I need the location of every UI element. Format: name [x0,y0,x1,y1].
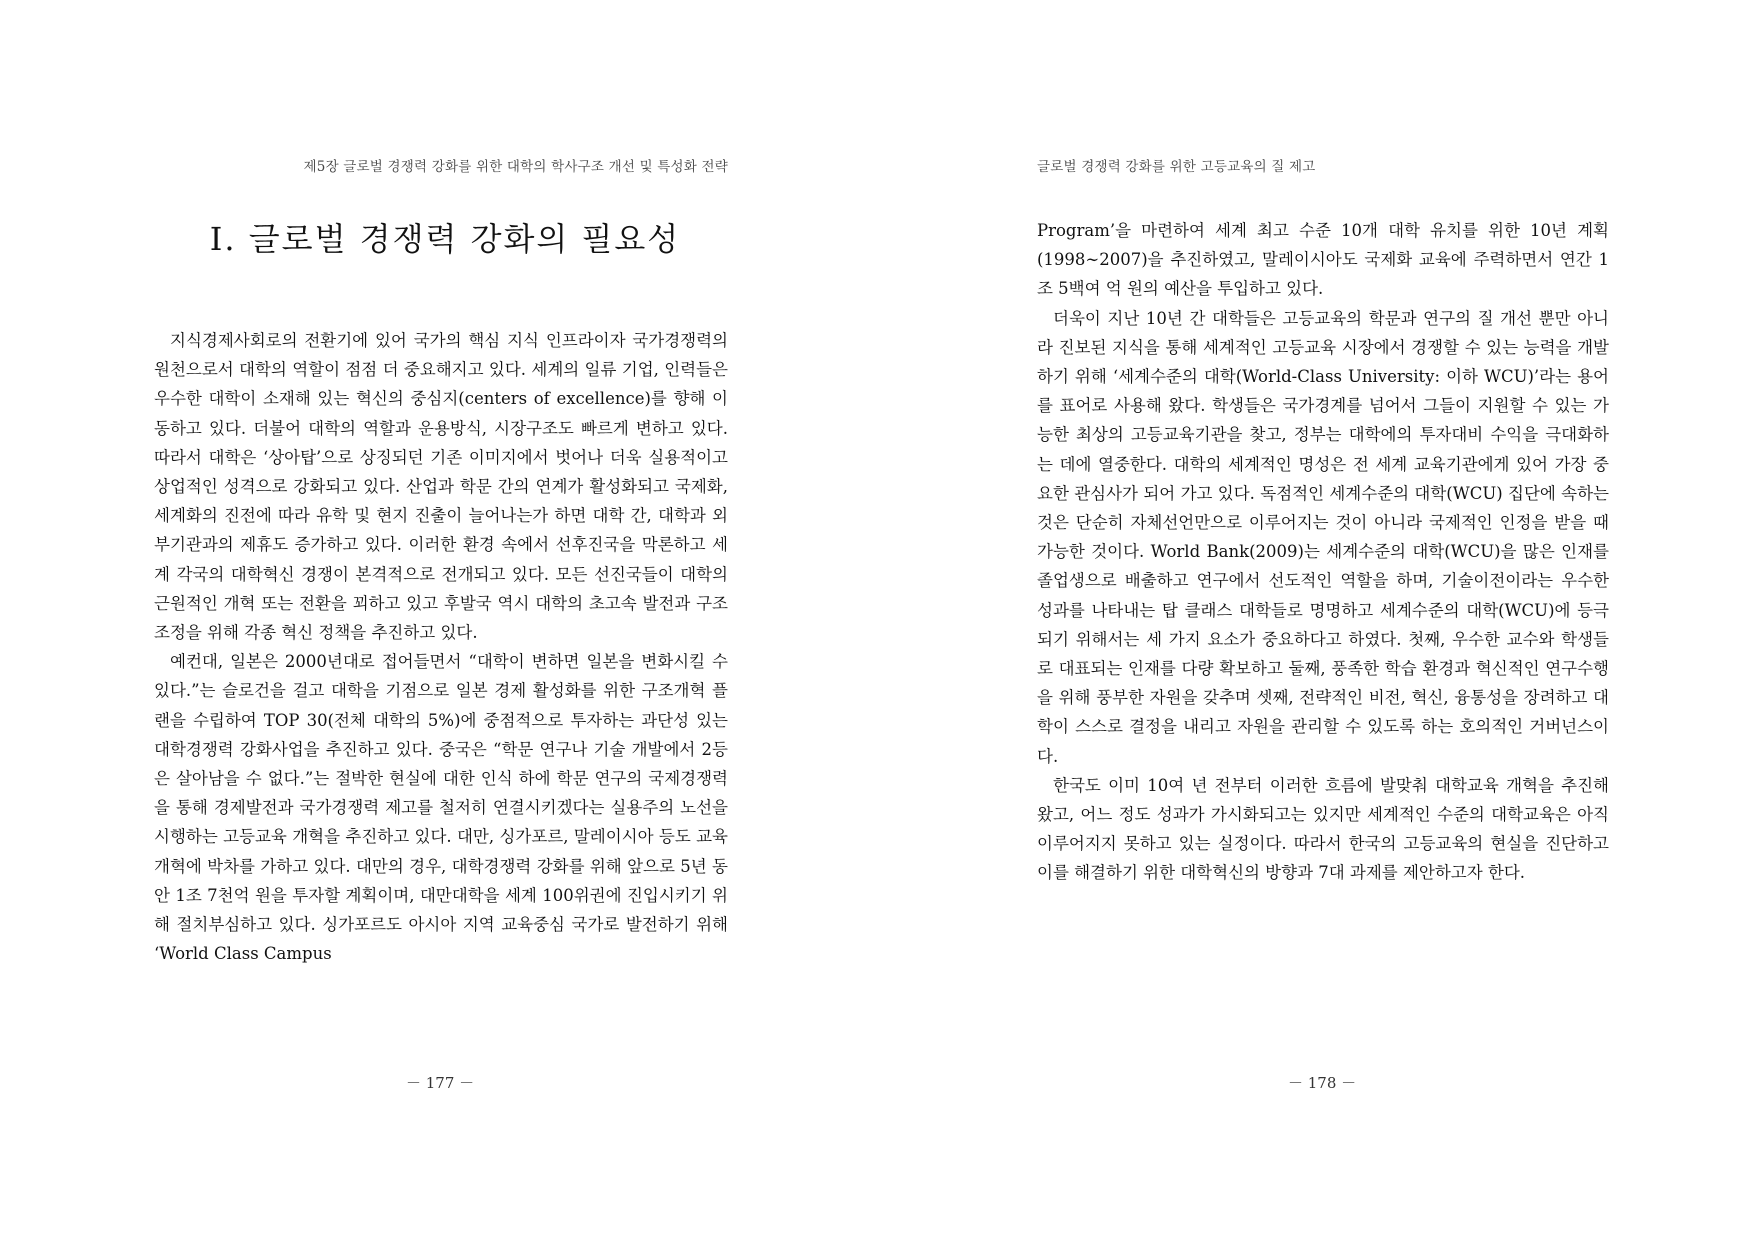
right-page [876,0,1753,1240]
paragraph: 지식경제사회로의 전환기에 있어 국가의 핵심 지식 인프라이자 국가경쟁력의 원천으로서 대학의 역할이 점점 더 중요해지고 있다. 세계의 일류 기업, 인력들은 우수한 대학이 소재해 있는 혁신의 중심지(centers of excellence)를 향해 이동하고 있다. 더불어 대학의 역할과 운용방식, 시장구조도 빠르게 변하고 있다. 따라서 대학은 ‘상아탑’으로 상징되던 기존 이미지에서 벗어나 더욱 실용적이고 상업적인 성격으로 강화되고 있다. 산업과 학문 간의 연계가 활성화되고 국제화, 세계화의 진전에 따라 유학 및 현지 진출이 늘어나는가 하면 대학 간, 대학과 외부기관과의 제휴도 증가하고 있다. 이러한 환경 속에서 선후진국을 막론하고 세계 각국의 대학혁신 경쟁이 본격적으로 전개되고 있다. 모든 선진국들이 대학의 근원적인 개혁 또는 전환을 꾀하고 있고 후발국 역시 대학의 초고속 발전과 구조 조정을 위해 각종 혁신 정책을 추진하고 있다. [154,331,728,643]
paragraph: 더욱이 지난 10년 간 대학들은 고등교육의 학문과 연구의 질 개선 뿐만 아니라 진보된 지식을 통해 세계적인 고등교육 시장에서 경쟁할 수 있는 능력을 개발하기 위해 ‘세계수준의 대학(World-Class University: 이하 WCU)’라는 용어를 표어로 사용해 왔다. 학생들은 국가경계를 넘어서 그들이 지원할 수 있는 가능한 최상의 고등교육기관을 찾고, 정부는 대학에의 투자대비 수익을 극대화하는 데에 열중한다. 대학의 세계적인 명성은 전 세계 교육기관에게 있어 가장 중요한 관심사가 되어 가고 있다. 독점적인 세계수준의 대학(WCU) 집단에 속하는 것은 단순히 자체선언만으로 이루어지는 것이 아니라 국제적인 인정을 받을 때 가능한 것이다. World Bank(2009)는 세계수준의 대학(WCU)을 많은 인재를 졸업생으로 배출하고 연구에서 선도적인 역할을 하며, 기술이전이라는 우수한 성과를 나타내는 탑 클래스 대학들로 명명하고 세계수준의 대학(WCU)에 등극되기 위해서는 세 가지 요소가 중요하다고 하였다. 첫째, 우수한 교수와 학생들로 대표되는 인재를 다량 확보하고 둘째, 풍족한 학습 환경과 혁신적인 연구수행을 위해 풍부한 자원을 갖추며 셋째, 전략적인 비전, 혁신, 융통성을 장려하고 대학이 스스로 결정을 내리고 자원을 관리할 수 있도록 하는 호의적인 거버넌스이다. [1037,308,1609,766]
right-running-header: 글로벌 경쟁력 강화를 위한 고등교육의 질 제고 [1037,159,1316,175]
paragraph-continuation: Program’을 마련하여 세계 최고 수준 10개 대학 유치를 위한 10년 계획(1998∼2007)을 추진하였고, 말레이시아도 국제화 교육에 주력하면서 연간 1조 5백여 억 원의 예산을 투입하고 있다. [1037,221,1609,299]
left-page-number: － 177 － [406,1074,475,1092]
paragraph: 한국도 이미 10여 년 전부터 이러한 흐름에 발맞춰 대학교육 개혁을 추진해 왔고, 어느 정도 성과가 가시화되고는 있지만 세계적인 수준의 대학교육은 아직 이루어지지 못하고 있는 실정이다. 따라서 한국의 고등교육의 현실을 진단하고 이를 해결하기 위한 대학혁신의 방향과 7대 과제를 제안하고자 한다. [1037,775,1609,883]
right-page-number: － 178 － [1288,1074,1357,1092]
section-title: Ⅰ. 글로벌 경쟁력 강화의 필요성 [209,220,681,258]
right-body-text [1037,216,1609,888]
left-page [0,0,876,1240]
left-running-header: 제5장 글로벌 경쟁력 강화를 위한 대학의 학사구조 개선 및 특성화 전략 [303,159,728,175]
left-body-text [154,326,728,968]
paragraph: 예컨대, 일본은 2000년대로 접어들면서 “대학이 변하면 일본을 변화시킬 수 있다.”는 슬로건을 걸고 대학을 기점으로 일본 경제 활성화를 위한 구조개혁 플랜을 수립하여 TOP 30(전체 대학의 5%)에 중점적으로 투자하는 과단성 있는 대학경쟁력 강화사업을 추진하고 있다. 중국은 “학문 연구나 기술 개발에서 2등은 살아남을 수 없다.”는 절박한 현실에 대한 인식 하에 학문 연구의 국제경쟁력을 통해 경제발전과 국가경쟁력 제고를 철저히 연결시키겠다는 실용주의 노선을 시행하는 고등교육 개혁을 추진하고 있다. 대만, 싱가포르, 말레이시아 등도 교육개혁에 박차를 가하고 있다. 대만의 경우, 대학경쟁력 강화를 위해 앞으로 5년 동안 1조 7천억 원을 투자할 계획이며, 대만대학을 세계 100위권에 진입시키기 위해 절치부심하고 있다. 싱가포르도 아시아 지역 교육중심 국가로 발전하기 위해 ‘World Class Campus [154,652,728,964]
